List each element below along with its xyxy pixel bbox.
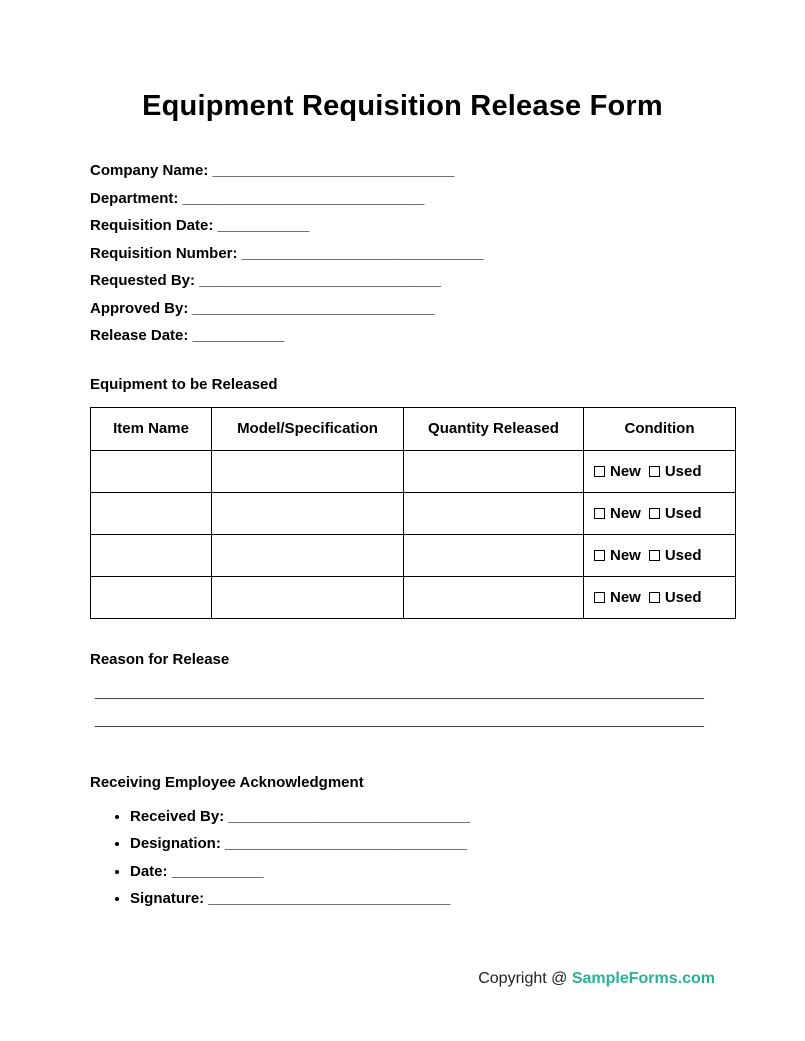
condition-new-label: New [610,504,641,522]
used-checkbox-icon [649,550,660,561]
field-label: Signature: [130,890,205,907]
condition-new-label: New [610,588,641,606]
field-label: Approved By: [90,299,189,317]
field-label: Date: [130,862,168,880]
column-header-quantity-released: Quantity Released [404,407,584,450]
condition-used-label: Used [664,504,702,522]
condition-cell [584,450,736,492]
item-name-cell [91,450,212,492]
quantity-released-cell [404,534,584,576]
field-label: Received By: [130,807,225,825]
form-title: Equipment Requisition Release Form [142,90,663,122]
item-name-cell [91,576,212,618]
new-checkbox-icon [594,592,605,603]
field-blank-line: _____________________________ [241,244,484,262]
footer [478,970,715,988]
field-blank-line: ___________ [171,862,264,880]
field-release-date [90,322,735,350]
field-blank-line: _____________________________ [192,299,435,317]
field-label: Department: [90,189,179,207]
column-header-condition: Condition [584,407,736,450]
field-label: Company Name: [90,162,209,179]
new-checkbox-icon [594,508,605,519]
field-label: Requested By: [90,272,196,289]
field-requisition-date [90,212,735,240]
header-fields [90,157,735,350]
brand-link[interactable]: SampleForms.com [571,970,715,987]
model-specification-cell [212,492,404,534]
table-row [91,576,736,618]
model-specification-cell [212,534,404,576]
document-content [0,157,805,913]
reason-section-heading: Reason for Release [90,650,230,668]
equipment-section-heading: Equipment to be Released [90,375,278,393]
condition-new-label: New [610,546,641,564]
field-blank-line: ___________ [192,327,285,344]
list-item-date [130,858,735,886]
condition-new-label: New [610,462,641,480]
list-item-designation [130,830,735,858]
model-specification-cell [212,450,404,492]
used-checkbox-icon [649,592,660,603]
acknowledgment-section-heading: Receiving Employee Acknowledgment [90,773,364,791]
field-company-name [90,157,735,185]
table-row [91,492,736,534]
model-specification-cell [212,576,404,618]
list-item-signature [130,885,735,913]
field-requested-by [90,267,735,295]
field-blank-line: _____________________________ [199,272,442,289]
reason-blank-line: _________________________________________________________________________ [95,710,704,728]
column-header-model-specification: Model/Specification [212,407,404,450]
list-item-received-by [130,803,735,831]
table-row [91,534,736,576]
field-blank-line: _____________________________ [208,890,451,907]
new-checkbox-icon [594,550,605,561]
field-label: Requisition Number: [90,244,238,262]
field-label: Designation: [130,835,221,852]
table-row [91,450,736,492]
field-blank-line: _____________________________ [228,807,471,825]
field-blank-line: _____________________________ [182,189,425,207]
field-department [90,185,735,213]
quantity-released-cell [404,450,584,492]
quantity-released-cell [404,492,584,534]
condition-cell [584,492,736,534]
field-label: Release Date: [90,327,189,344]
column-header-item-name: Item Name [91,407,212,450]
new-checkbox-icon [594,466,605,477]
item-name-cell [91,534,212,576]
condition-used-label: Used [664,588,702,606]
condition-cell [584,576,736,618]
used-checkbox-icon [649,508,660,519]
table-header-row [91,407,736,450]
reason-blank-line: _________________________________________________________________________ [95,682,704,700]
field-label: Requisition Date: [90,217,214,234]
field-approved-by [90,295,735,323]
copyright-text: Copyright @ [478,970,568,987]
condition-used-label: Used [664,546,702,564]
used-checkbox-icon [649,466,660,477]
equipment-table [90,407,736,619]
field-requisition-number [90,240,735,268]
item-name-cell [91,492,212,534]
condition-used-label: Used [664,462,702,480]
condition-cell [584,534,736,576]
acknowledgment-list [90,803,735,913]
quantity-released-cell [404,576,584,618]
field-blank-line: ___________ [217,217,310,234]
field-blank-line: _____________________________ [225,835,467,852]
field-blank-line: _____________________________ [212,162,455,179]
